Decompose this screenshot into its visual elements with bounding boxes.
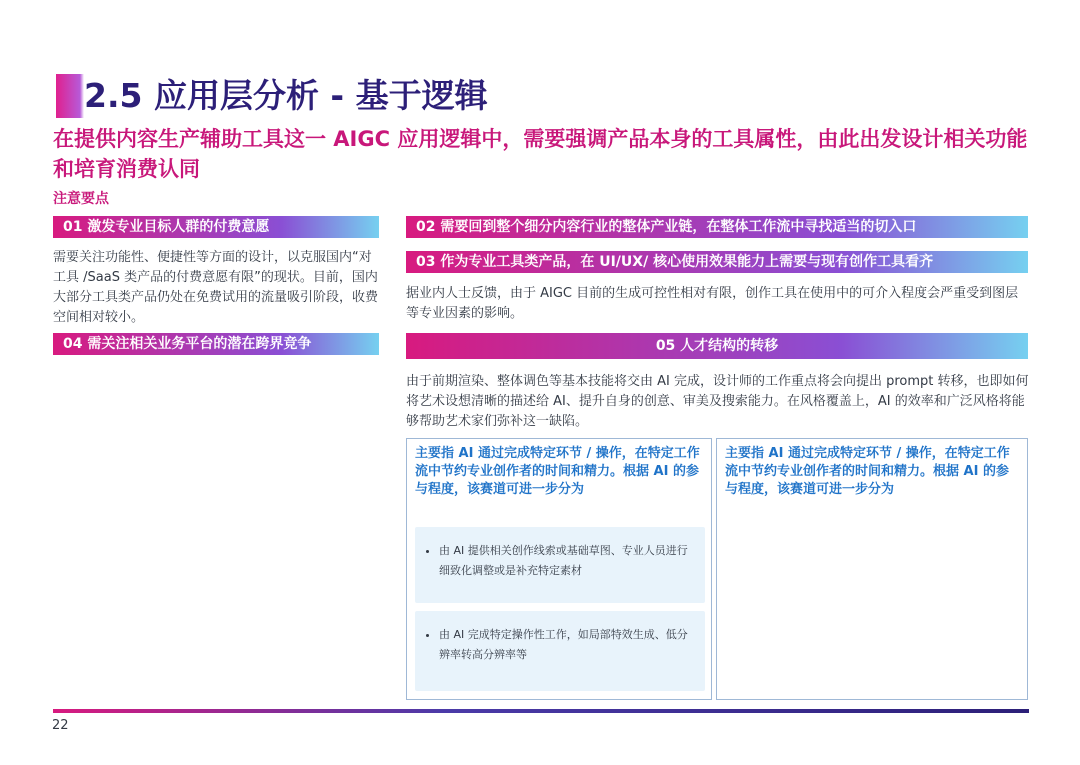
list-item: • 由 AI 完成特定操作性工作，如局部特效生成、低分辨率转高分辨率等 <box>439 625 695 665</box>
footer-divider <box>53 709 1029 713</box>
section-03-text: 据业内人士反馈，由于 AIGC 目前的生成可控性相对有限，创作工具在使用中的可介入程度会严重受到图层等专业因素的影响。 <box>406 286 1019 321</box>
box-left-title: 主要指 AI 通过完成特定环节 / 操作，在特定工作流中节约专业创作者的时间和精力。根据 AI 的参与程度，该赛道可进一步分为 <box>415 446 700 497</box>
page-number: 22 <box>52 718 69 733</box>
section-05-header: 05 人才结构的转移 <box>406 333 1028 359</box>
box-left-card-1 <box>415 527 705 603</box>
box-right <box>716 438 1028 700</box>
headline: 在提供内容生产辅助工具这一 AIGC 应用逻辑中，需要强调产品本身的工具属性，由此出发设计相关功能和培育消费认同 <box>53 127 1028 181</box>
section-04-header: 04 需关注相关业务平台的潜在跨界竞争 <box>53 333 379 355</box>
tips-title: 注意要点 <box>53 191 109 207</box>
page-title: 2.5 应用层分析 - 基于逻辑 <box>56 74 576 118</box>
section-05-text: 由于前期渲染、整体调色等基本技能将交由 AI 完成，设计师的工作重点将会向提出 prompt 转移，也即如何将艺术设想清晰的描述给 AI、提升自身的创意、审美及搜索能力。在风格覆盖上，AI 的效率和广泛风格将能够帮助艺术家们弥补这一缺陷。 <box>406 374 1029 429</box>
section-01-header: 01 激发专业目标人群的付费意愿 <box>53 216 379 238</box>
box-left <box>406 438 712 700</box>
section-01-text: 需要关注功能性、便捷性等方面的设计，以克服国内“对工具 /SaaS 类产品的付费意愿有限”的现状。目前，国内大部分工具类产品仍处在免费试用的流量吸引阶段，收费空间相对较小。 <box>53 250 379 325</box>
section-02-header: 02 需要回到整个细分内容行业的整体产业链，在整体工作流中寻找适当的切入口 <box>406 216 1028 238</box>
box-right-title: 主要指 AI 通过完成特定环节 / 操作，在特定工作流中节约专业创作者的时间和精力。根据 AI 的参与程度，该赛道可进一步分为 <box>725 446 1010 497</box>
list-item: • 由 AI 提供相关创作线索或基础草图、专业人员进行细致化调整或是补充特定素材 <box>439 541 695 581</box>
section-03-header: 03 作为专业工具类产品，在 UI/UX/ 核心使用效果能力上需要与现有创作工具看齐 <box>406 251 1028 273</box>
box-left-card-2 <box>415 611 705 691</box>
